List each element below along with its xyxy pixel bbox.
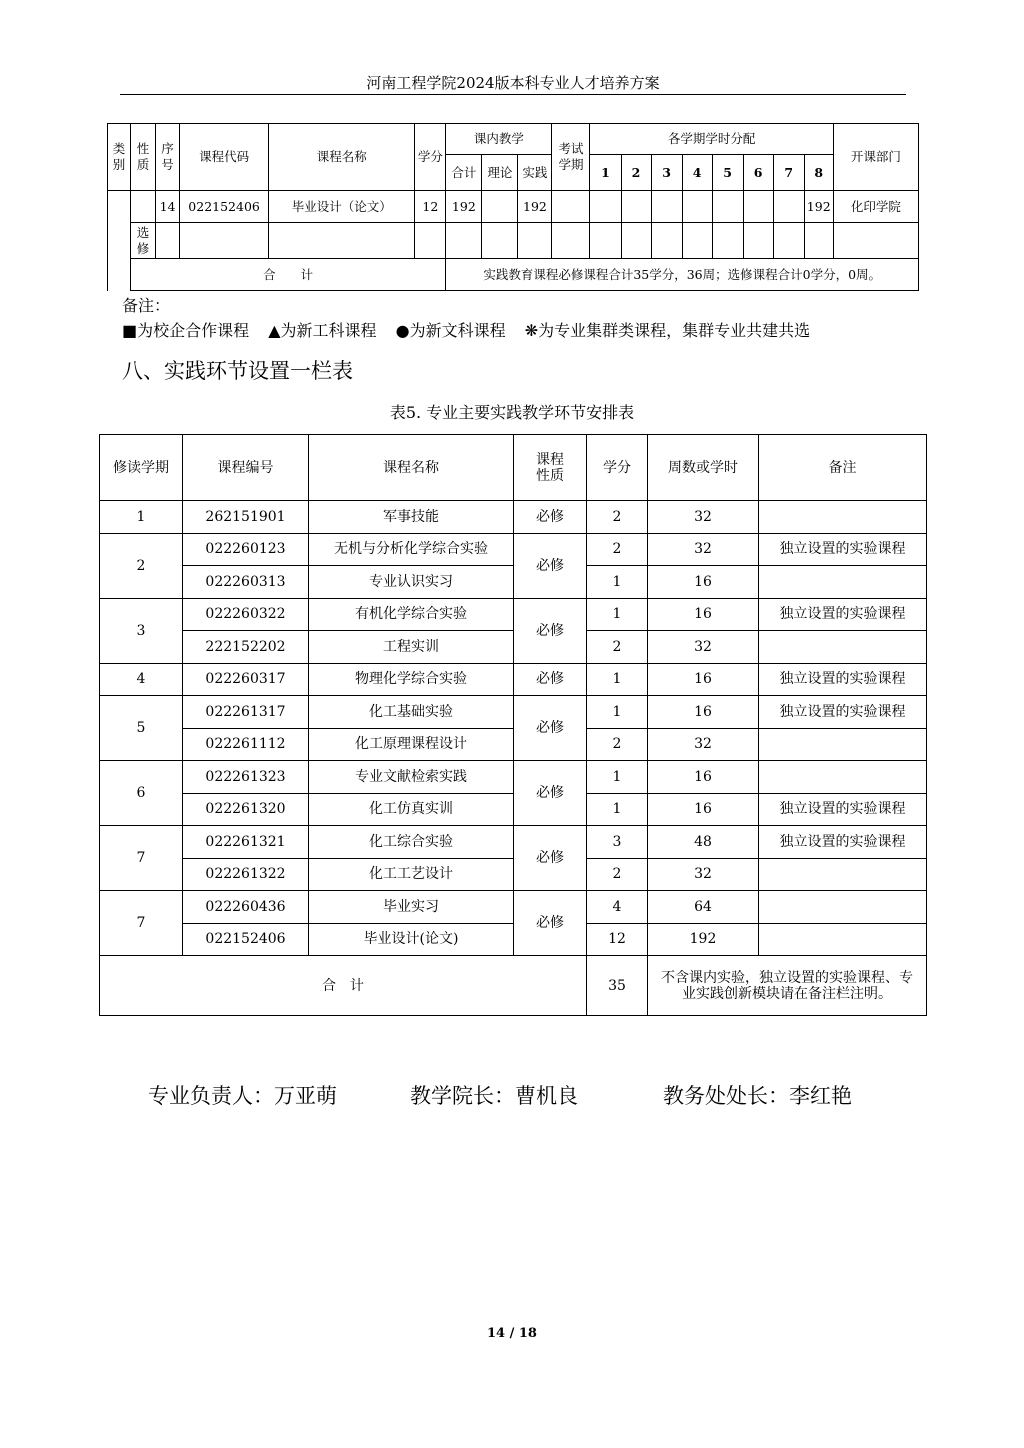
code-cell: 022260313	[183, 566, 309, 599]
nature-cell	[131, 191, 156, 223]
table-row	[100, 663, 927, 696]
weeks-cell: 32	[648, 858, 759, 891]
remark-cell: 独立设置的实验课程	[759, 533, 927, 566]
remark-cell	[759, 891, 927, 924]
nature-cell: 必修	[514, 663, 587, 696]
credit-cell: 1	[587, 793, 648, 826]
credit-cell: 2	[587, 533, 648, 566]
code-cell: 022261112	[183, 728, 309, 761]
nature-cell: 必修	[514, 598, 587, 663]
weeks-cell: 16	[648, 663, 759, 696]
code-cell: 022261317	[183, 696, 309, 729]
credit-cell: 2	[587, 858, 648, 891]
table-row	[100, 533, 927, 566]
notes-legend	[122, 318, 824, 341]
weeks-cell: 16	[648, 598, 759, 631]
table-row	[100, 793, 927, 826]
remark-cell: 独立设置的实验课程	[759, 696, 927, 729]
table-row	[100, 566, 927, 599]
table-row	[100, 501, 927, 534]
code-cell: 022261322	[183, 858, 309, 891]
nature-cell: 必修	[514, 501, 587, 534]
header-name: 课程名称	[269, 124, 415, 191]
header-credit: 学分	[415, 124, 446, 191]
weeks-cell: 32	[648, 631, 759, 664]
remark-cell	[759, 566, 927, 599]
header-weeks: 周数或学时	[648, 435, 759, 501]
category-cell	[108, 191, 131, 291]
name-cell: 无机与分析化学综合实验	[309, 533, 514, 566]
code-cell: 022261321	[183, 826, 309, 859]
elective-label: 选修	[131, 223, 156, 259]
name-cell: 毕业实习	[309, 891, 514, 924]
credit-cell: 4	[587, 891, 648, 924]
weeks-cell: 16	[648, 761, 759, 794]
credit-cell: 1	[587, 663, 648, 696]
remark-cell	[759, 761, 927, 794]
table-row	[100, 858, 927, 891]
row-code: 022152406	[180, 191, 269, 223]
remark-cell: 独立设置的实验课程	[759, 663, 927, 696]
header-category: 类别	[108, 124, 131, 191]
credit-cell: 3	[587, 826, 648, 859]
code-cell: 022152406	[183, 923, 309, 956]
credit-cell: 2	[587, 631, 648, 664]
header-term-hours: 各学期学时分配	[590, 124, 833, 155]
weeks-cell: 16	[648, 793, 759, 826]
remark-cell: 独立设置的实验课程	[759, 826, 927, 859]
notes-title: 备注：	[122, 296, 171, 315]
name-cell: 化工工艺设计	[309, 858, 514, 891]
credit-cell: 2	[587, 501, 648, 534]
row-theory	[482, 191, 518, 223]
term-cell: 1	[100, 501, 183, 534]
table-row	[100, 696, 927, 729]
term-3: 3	[651, 155, 682, 191]
weeks-cell: 48	[648, 826, 759, 859]
weeks-cell: 32	[648, 501, 759, 534]
header-nature: 性质	[131, 124, 156, 191]
practice-table	[99, 434, 927, 1016]
note-new-liberal: ●为新文科课程	[395, 321, 506, 340]
name-cell: 化工原理课程设计	[309, 728, 514, 761]
signature-office: 教务处处长：李红艳	[663, 1084, 852, 1108]
name-cell: 专业认识实习	[309, 566, 514, 599]
header-in-class: 课内教学	[446, 124, 552, 155]
row-credit: 12	[415, 191, 446, 223]
table-row	[100, 891, 927, 924]
weeks-cell: 16	[648, 696, 759, 729]
table-row	[100, 631, 927, 664]
signature-major: 专业负责人：万亚萌	[148, 1084, 337, 1108]
row-dept: 化印学院	[833, 191, 918, 223]
header-theory: 理论	[482, 155, 518, 191]
header-total: 合计	[446, 155, 482, 191]
code-cell: 022260322	[183, 598, 309, 631]
row-practice: 192	[518, 191, 552, 223]
term-8: 8	[804, 155, 833, 191]
header-seq: 序号	[156, 124, 180, 191]
credit-cell: 1	[587, 761, 648, 794]
header-remark: 备注	[759, 435, 927, 501]
header-nature: 课程性质	[514, 435, 587, 501]
nature-cell: 必修	[514, 533, 587, 598]
table-row	[100, 728, 927, 761]
table-row	[100, 923, 927, 956]
term-cell: 4	[100, 663, 183, 696]
weeks-cell: 32	[648, 728, 759, 761]
table-row	[100, 826, 927, 859]
page-number: 14 / 18	[487, 1326, 537, 1341]
name-cell: 军事技能	[309, 501, 514, 534]
term-4: 4	[682, 155, 712, 191]
name-cell: 化工综合实验	[309, 826, 514, 859]
header-exam-term: 考试学期	[552, 124, 590, 191]
table-row	[100, 761, 927, 794]
remark-cell: 独立设置的实验课程	[759, 598, 927, 631]
sum-remark: 不含课内实验，独立设置的实验课程、专业实践创新模块请在备注栏注明。	[648, 956, 927, 1016]
code-cell: 022261323	[183, 761, 309, 794]
term-1: 1	[590, 155, 621, 191]
row-total: 192	[446, 191, 482, 223]
row-term8: 192	[804, 191, 833, 223]
name-cell: 物理化学综合实验	[309, 663, 514, 696]
nature-cell: 必修	[514, 761, 587, 826]
note-new-engineering: ▲为新工科课程	[268, 321, 377, 340]
nature-cell: 必修	[514, 891, 587, 956]
remark-cell	[759, 858, 927, 891]
term-5: 5	[712, 155, 743, 191]
page-header: 河南工程学院2024版本科专业人才培养方案	[120, 72, 906, 95]
remark-cell	[759, 501, 927, 534]
header-dept: 开课部门	[833, 124, 918, 191]
table-caption: 表5. 专业主要实践教学环节安排表	[389, 403, 635, 422]
note-cluster: ❋为专业集群类课程，集群专业共建共选	[524, 321, 811, 340]
header-practice: 实践	[518, 155, 552, 191]
term-cell: 7	[100, 891, 183, 956]
term-7: 7	[773, 155, 804, 191]
remark-cell	[759, 631, 927, 664]
row-seq: 14	[156, 191, 180, 223]
table-row	[100, 598, 927, 631]
note-coop: ■为校企合作课程	[122, 321, 250, 340]
code-cell: 022260436	[183, 891, 309, 924]
code-cell: 022261320	[183, 793, 309, 826]
weeks-cell: 32	[648, 533, 759, 566]
credit-cell: 1	[587, 696, 648, 729]
row-exam-term	[552, 191, 590, 223]
code-cell: 022260123	[183, 533, 309, 566]
nature-cell: 必修	[514, 826, 587, 891]
credit-cell: 2	[587, 728, 648, 761]
header-code: 课程代码	[180, 124, 269, 191]
remark-cell	[759, 728, 927, 761]
sum-text: 实践教育课程必修课程合计35学分，36周；选修课程合计0学分，0周。	[446, 259, 919, 291]
code-cell: 222152202	[183, 631, 309, 664]
sum-label: 合 计	[131, 259, 446, 291]
name-cell: 毕业设计(论文)	[309, 923, 514, 956]
term-cell: 2	[100, 533, 183, 598]
weeks-cell: 16	[648, 566, 759, 599]
weeks-cell: 192	[648, 923, 759, 956]
credit-cell: 1	[587, 566, 648, 599]
sum-credit: 35	[587, 956, 648, 1016]
section-title: 八、实践环节设置一栏表	[122, 359, 353, 383]
signature-dean: 教学院长：曹机良	[410, 1084, 578, 1108]
code-cell: 262151901	[183, 501, 309, 534]
term-cell: 7	[100, 826, 183, 891]
weeks-cell: 64	[648, 891, 759, 924]
name-cell: 工程实训	[309, 631, 514, 664]
term-6: 6	[743, 155, 773, 191]
nature-cell: 必修	[514, 696, 587, 761]
remark-cell	[759, 923, 927, 956]
term-cell: 5	[100, 696, 183, 761]
name-cell: 化工仿真实训	[309, 793, 514, 826]
remark-cell: 独立设置的实验课程	[759, 793, 927, 826]
header-term: 修读学期	[100, 435, 183, 501]
course-table	[107, 123, 919, 291]
credit-cell: 1	[587, 598, 648, 631]
term-cell: 3	[100, 598, 183, 663]
header-name: 课程名称	[309, 435, 514, 501]
header-code: 课程编号	[183, 435, 309, 501]
header-credit: 学分	[587, 435, 648, 501]
row-name: 毕业设计（论文）	[269, 191, 415, 223]
term-2: 2	[621, 155, 651, 191]
code-cell: 022260317	[183, 663, 309, 696]
name-cell: 专业文献检索实践	[309, 761, 514, 794]
credit-cell: 12	[587, 923, 648, 956]
sum-label: 合 计	[100, 956, 587, 1016]
name-cell: 有机化学综合实验	[309, 598, 514, 631]
name-cell: 化工基础实验	[309, 696, 514, 729]
term-cell: 6	[100, 761, 183, 826]
